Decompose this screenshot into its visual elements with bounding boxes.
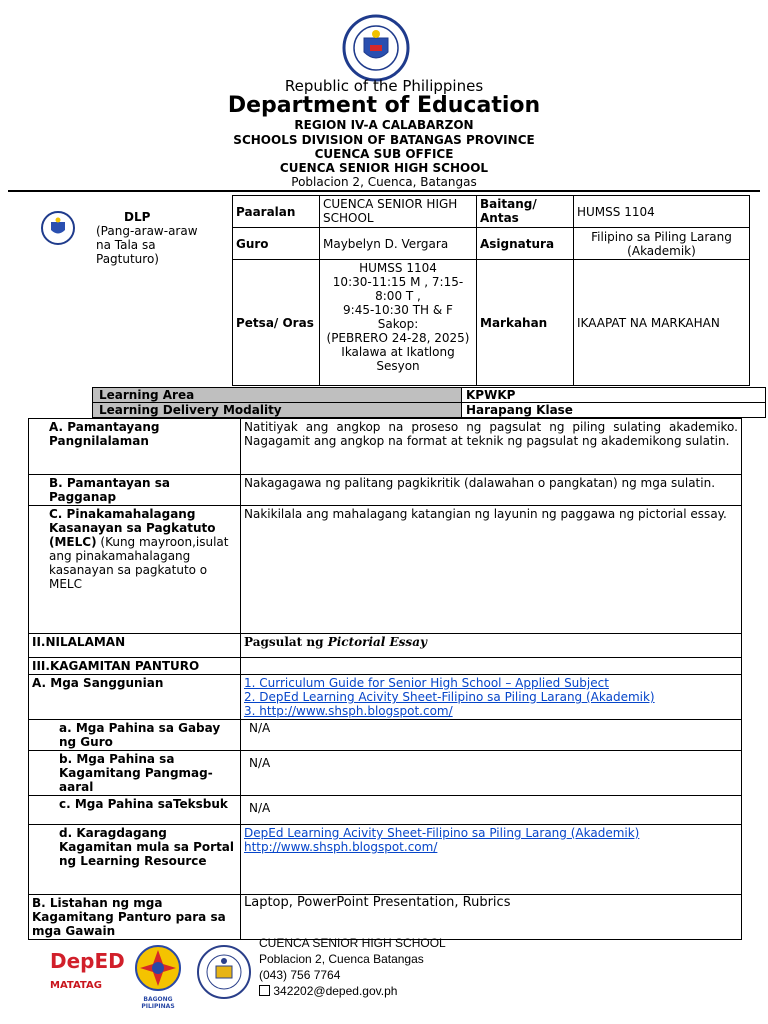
kagamitang-pangmag-aaral-label: b. Mga Pahina sa Kagamitang Pangmag-aaral <box>29 751 241 796</box>
listahan-value: Laptop, PowerPoint Presentation, Rubrics <box>241 895 742 940</box>
address-label: Poblacion 2, Cuenca, Batangas <box>291 175 477 189</box>
sanggunian-link[interactable]: 2. DepEd Learning Acivity Sheet-Filipino sa Piling Larang (Akademik) <box>244 690 655 704</box>
paaralan-value: CUENCA SENIOR HIGH SCHOOL <box>320 196 477 228</box>
gabay-guro-value: N/A <box>241 720 742 751</box>
footer-contact <box>259 935 446 999</box>
petsa-label: Petsa/ Oras <box>233 260 320 386</box>
header-divider <box>8 190 760 192</box>
nilalaman-value <box>241 634 742 658</box>
pamantayang-pangnilalaman-label: A. Pamantayang Pangnilalaman <box>29 419 241 475</box>
markahan-value: IKAAPAT NA MARKAHAN <box>574 260 750 386</box>
teksbuk-label: c. Mga Pahina saTeksbuk <box>29 796 241 825</box>
melc-label <box>29 506 241 634</box>
learning-area-value: KPWKP <box>462 388 766 403</box>
department-title: Department of Education <box>227 93 541 118</box>
guro-label: Guro <box>233 228 320 260</box>
paaralan-label: Paaralan <box>233 196 320 228</box>
sanggunian-link[interactable]: 1. Curriculum Guide for Senior High School – Applied Subject <box>244 676 609 690</box>
modality-value: Harapang Klase <box>462 403 766 418</box>
division-label: SCHOOLS DIVISION OF BATANGAS PROVINCE <box>233 133 535 147</box>
baitang-label: Baitang/ Antas <box>477 196 574 228</box>
portal-lr-label: d. Karagdagang Kagamitan mula sa Portal ng Learning Resource <box>29 825 241 895</box>
kagamitan-panturo-value <box>241 658 742 675</box>
petsa-line: (PEBRERO 24-28, 2025) <box>326 331 470 345</box>
petsa-line: 9:45-10:30 TH & F <box>343 303 453 317</box>
sanggunian-label: A. Mga Sanggunian <box>29 675 241 720</box>
envelope-icon <box>259 985 270 996</box>
footer-phone: (043) 756 7764 <box>259 968 341 982</box>
footer-address: Poblacion 2, Cuenca Batangas <box>259 952 424 966</box>
deped-logo-text: DepED <box>50 949 125 973</box>
melc-label-rest: (Kung mayroon,isulat ang pinakamahalagang kasanayan sa pagkatuto o MELC <box>49 535 229 591</box>
kagamitan-panturo-label: III.KAGAMITAN PANTURO <box>29 658 241 675</box>
markahan-label: Markahan <box>477 260 574 386</box>
footer-deped-logo <box>50 949 125 996</box>
school-label: CUENCA SENIOR HIGH SCHOOL <box>279 161 489 175</box>
footer-email-line <box>259 983 446 999</box>
petsa-line: 10:30-11:15 M , 7:15-8:00 T , <box>332 275 464 303</box>
gabay-guro-label: a. Mga Pahina sa Gabay ng Guro <box>29 720 241 751</box>
learning-area-label: Learning Area <box>93 388 462 403</box>
baitang-value: HUMSS 1104 <box>574 196 750 228</box>
melc-value: Nakikilala ang mahalagang katangian ng layunin ng paggawa ng pictorial essay. <box>241 506 742 634</box>
republic-label: Republic of the Philippines <box>284 77 484 95</box>
dlp-info-table <box>36 195 750 386</box>
dlp-desc: (Pang-araw-araw na Tala sa Pagtuturo) <box>96 223 198 266</box>
portal-lr-link[interactable]: DepEd Learning Acivity Sheet-Filipino sa Piling Larang (Akademik) <box>244 826 640 840</box>
dlp-cell <box>36 196 233 386</box>
asignatura-label: Asignatura <box>477 228 574 260</box>
portal-lr-links <box>241 825 742 895</box>
melc-label-bold: C. Pinakamahalagang Kasanayan sa Pagkatuto (MELC) <box>49 507 216 549</box>
matatag-label: MATATAG <box>50 980 102 991</box>
teksbuk-value: N/A <box>241 796 742 825</box>
bagong-pilipinas-logo <box>130 944 186 1010</box>
petsa-line: Ikalawa at Ikatlong Sesyon <box>341 345 455 373</box>
modality-label: Learning Delivery Modality <box>93 403 462 418</box>
sanggunian-link[interactable]: 3. http://www.shsph.blogspot.com/ <box>244 704 453 718</box>
bagong-pilipinas-label: BAGONG PILIPINAS <box>141 996 175 1010</box>
deped-seal <box>337 14 415 82</box>
pamantayan-pagganap-label: B. Pamantayan sa Pagganap <box>29 475 241 506</box>
footer-school: CUENCA SENIOR HIGH SCHOOL <box>259 936 446 950</box>
cshs-seal <box>196 944 252 1000</box>
petsa-line: Sakop: <box>377 317 419 331</box>
nilalaman-plain: Pagsulat ng <box>244 635 328 649</box>
region-label: REGION IV-A CALABARZON <box>294 118 474 132</box>
small-seal-icon <box>40 210 76 249</box>
nilalaman-italic: Pictorial Essay <box>327 635 427 649</box>
pamantayang-pangnilalaman-value: Natitiyak ang angkop na proseso ng pagsulat ng piling sulating akademiko. Nagagamit ang angkop na format at teknik ng pagsulat ng akademikong sulatin. <box>241 419 742 475</box>
sub-office-label: CUENCA SUB OFFICE <box>314 147 454 161</box>
listahan-label: B. Listahan ng mga Kagamitang Panturo para sa mga Gawain <box>29 895 241 940</box>
kagamitang-pangmag-aaral-value: N/A <box>241 751 742 796</box>
petsa-value <box>320 260 477 386</box>
nilalaman-label: II.NILALAMAN <box>29 634 241 658</box>
lesson-plan-table <box>28 418 742 940</box>
asignatura-value: Filipino sa Piling Larang (Akademik) <box>574 228 750 260</box>
learning-area-table <box>92 387 766 418</box>
dlp-label: DLP <box>124 209 151 224</box>
petsa-line: HUMSS 1104 <box>359 261 437 275</box>
sanggunian-links <box>241 675 742 720</box>
guro-value: Maybelyn D. Vergara <box>320 228 477 260</box>
pamantayan-pagganap-value: Nakagagawa ng palitang pagkikritik (dalawahan o pangkatan) ng mga sulatin. <box>241 475 742 506</box>
portal-lr-link[interactable]: http://www.shsph.blogspot.com/ <box>244 840 438 854</box>
footer-email[interactable]: 342202@deped.gov.ph <box>273 984 398 998</box>
